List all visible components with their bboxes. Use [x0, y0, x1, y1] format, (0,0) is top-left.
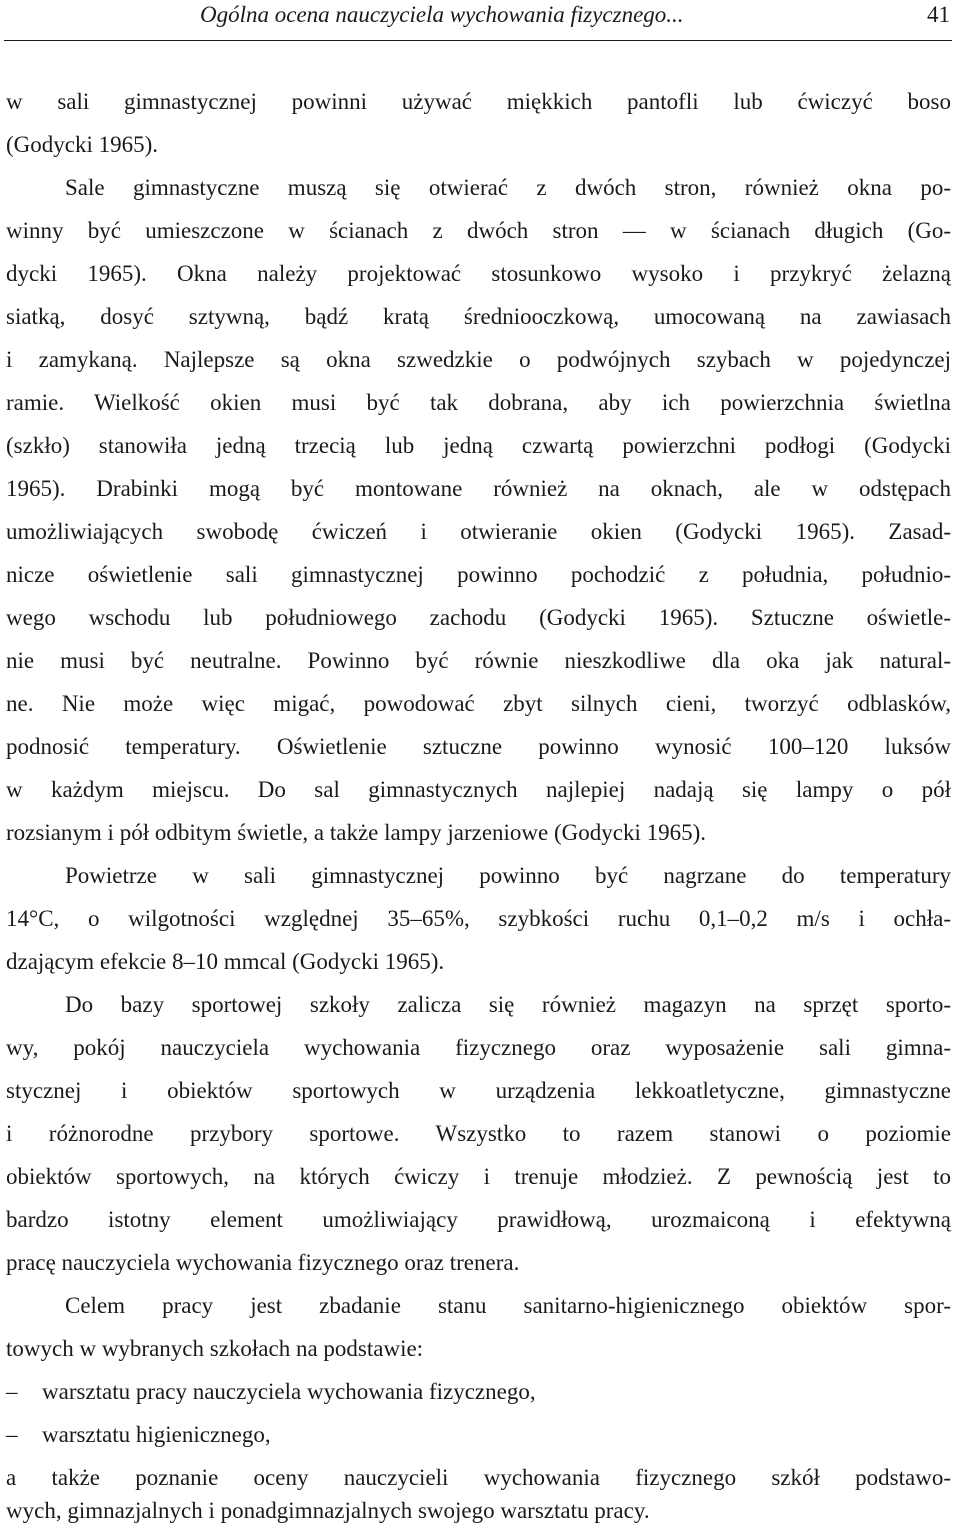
text-line: Do bazy sportowej szkoły zalicza się również magazyn na sprzęt sporto- — [65, 992, 951, 1017]
text-line: umożliwiających swobodę ćwiczeń i otwieranie okien (Godycki 1965). Zasad- — [6, 519, 951, 544]
text-line: bardzo istotny element umożliwiający prawidłową, urozmaiconą i efektywną — [6, 1207, 951, 1232]
text-line: w sali gimnastycznej powinni używać miękkich pantofli lub ćwiczyć boso — [6, 89, 951, 114]
text-line: 14°C, o wilgotności względnej 35–65%, szybkości ruchu 0,1–0,2 m/s i ochła- — [6, 906, 951, 931]
text-line: Powietrze w sali gimnastycznej powinno być nagrzane do temperatury — [65, 863, 951, 888]
text-line: nie musi być neutralne. Powinno być równie nieszkodliwe dla oka jak natural- — [6, 648, 951, 673]
text-line: stycznej i obiektów sportowych w urządzenia lekkoatletyczne, gimnastyczne — [6, 1078, 951, 1103]
text-line: dzającym efekcie 8–10 mmcal (Godycki 1965). — [6, 949, 445, 974]
text-line: wych, gimnazjalnych i ponadgimnazjalnych swojego warsztatu pracy. — [6, 1498, 650, 1523]
running-title: Ogólna ocena nauczyciela wychowania fizycznego... — [200, 2, 684, 27]
text-line: 1965). Drabinki mogą być montowane również na oknach, ale w odstępach — [6, 476, 951, 501]
text-line: winny być umieszczone w ścianach z dwóch stron — w ścianach długich (Go- — [6, 218, 951, 243]
text-line: pracę nauczyciela wychowania fizycznego oraz trenera. — [6, 1250, 520, 1275]
text-line: (szkło) stanowiła jedną trzecią lub jedną czwartą powierzchni podłogi (Godycki — [6, 433, 951, 458]
text-line: Sale gimnastyczne muszą się otwierać z dwóch stron, również okna po- — [65, 175, 951, 200]
text-line: wego wschodu lub południowego zachodu (Godycki 1965). Sztuczne oświetle- — [6, 605, 951, 630]
text-line: Celem pracy jest zbadanie stanu sanitarno-higienicznego obiektów spor- — [65, 1293, 951, 1318]
text-line: a także poznanie oceny nauczycieli wychowania fizycznego szkół podstawo- — [6, 1465, 951, 1490]
text-line: ne. Nie może więc migać, powodować zbyt silnych cieni, tworzyć odblasków, — [6, 691, 951, 716]
text-line: (Godycki 1965). — [6, 132, 159, 157]
text-line: ramie. Wielkość okien musi być tak dobrana, aby ich powierzchnia świetlna — [6, 390, 951, 415]
text-line: rozsianym i pół odbitym świetle, a także lampy jarzeniowe (Godycki 1965). — [6, 820, 707, 845]
text-line: podnosić temperatury. Oświetlenie sztuczne powinno wynosić 100–120 luksów — [6, 734, 951, 759]
text-line: siatką, dosyć sztywną, bądź kratą średniooczkową, umocowaną na zawiasach — [6, 304, 951, 329]
text-line: wy, pokój nauczyciela wychowania fizycznego oraz wyposażenie sali gimna- — [6, 1035, 951, 1060]
text-line: obiektów sportowych, na których ćwiczy i trenuje młodzież. Z pewnością jest to — [6, 1164, 951, 1189]
list-item: warsztatu pracy nauczyciela wychowania fizycznego, — [42, 1379, 536, 1404]
text-line: nicze oświetlenie sali gimnastycznej powinno pochodzić z południa, południo- — [6, 562, 951, 587]
text-line: w każdym miejscu. Do sal gimnastycznych najlepiej nadają się lampy o pół — [6, 777, 951, 802]
text-line: dycki 1965). Okna należy projektować stosunkowo wysoko i przykryć żelazną — [6, 261, 951, 286]
list-marker: – — [6, 1379, 18, 1404]
list-marker: – — [6, 1422, 18, 1447]
list-item: warsztatu higienicznego, — [42, 1422, 271, 1447]
text-line: i różnorodne przybory sportowe. Wszystko to razem stanowi o poziomie — [6, 1121, 951, 1146]
text-line: towych w wybranych szkołach na podstawie: — [6, 1336, 424, 1361]
page-number: 41 — [927, 2, 950, 27]
text-line: i zamykaną. Najlepsze są okna szwedzkie o podwójnych szybach w pojedynczej — [6, 347, 951, 372]
